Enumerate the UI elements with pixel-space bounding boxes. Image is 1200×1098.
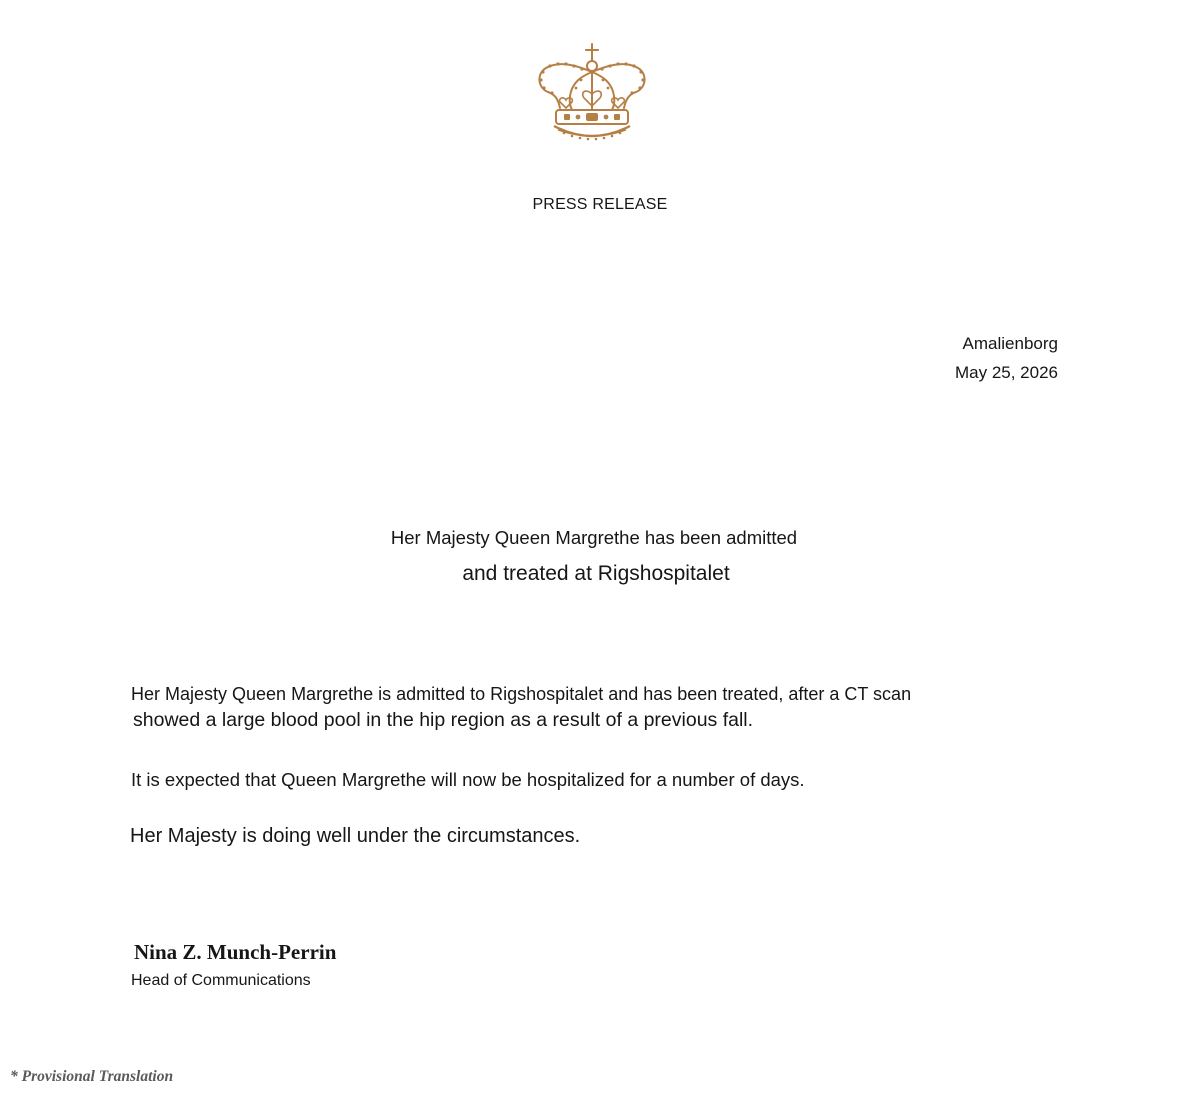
dateline-place: Amalienborg	[962, 334, 1058, 353]
body-paragraph-1-line-2: showed a large blood pool in the hip region as a result of a previous fall.	[133, 709, 754, 731]
dateline	[955, 329, 1058, 387]
release-title-line-1: Her Majesty Queen Margrethe has been admitted	[390, 527, 798, 548]
footnote: * Provisional Translation	[10, 1068, 174, 1085]
signer-role: Head of Communications	[131, 972, 311, 989]
body-paragraph-1-line-1: Her Majesty Queen Margrethe is admitted to Rigshospitalet and has been treated, after a CT scan	[131, 684, 912, 704]
royal-crown-icon	[534, 42, 650, 146]
release-title-line-2: and treated at Rigshospitalet	[462, 562, 730, 585]
body-paragraph-2: It is expected that Queen Margrethe will now be hospitalized for a number of days.	[131, 769, 805, 790]
press-release-heading: PRESS RELEASE	[532, 196, 668, 213]
dateline-date: May 25, 2026	[954, 363, 1058, 382]
body-paragraph-3: Her Majesty is doing well under the circumstances.	[130, 825, 581, 847]
signer-name: Nina Z. Munch-Perrin	[134, 940, 337, 964]
